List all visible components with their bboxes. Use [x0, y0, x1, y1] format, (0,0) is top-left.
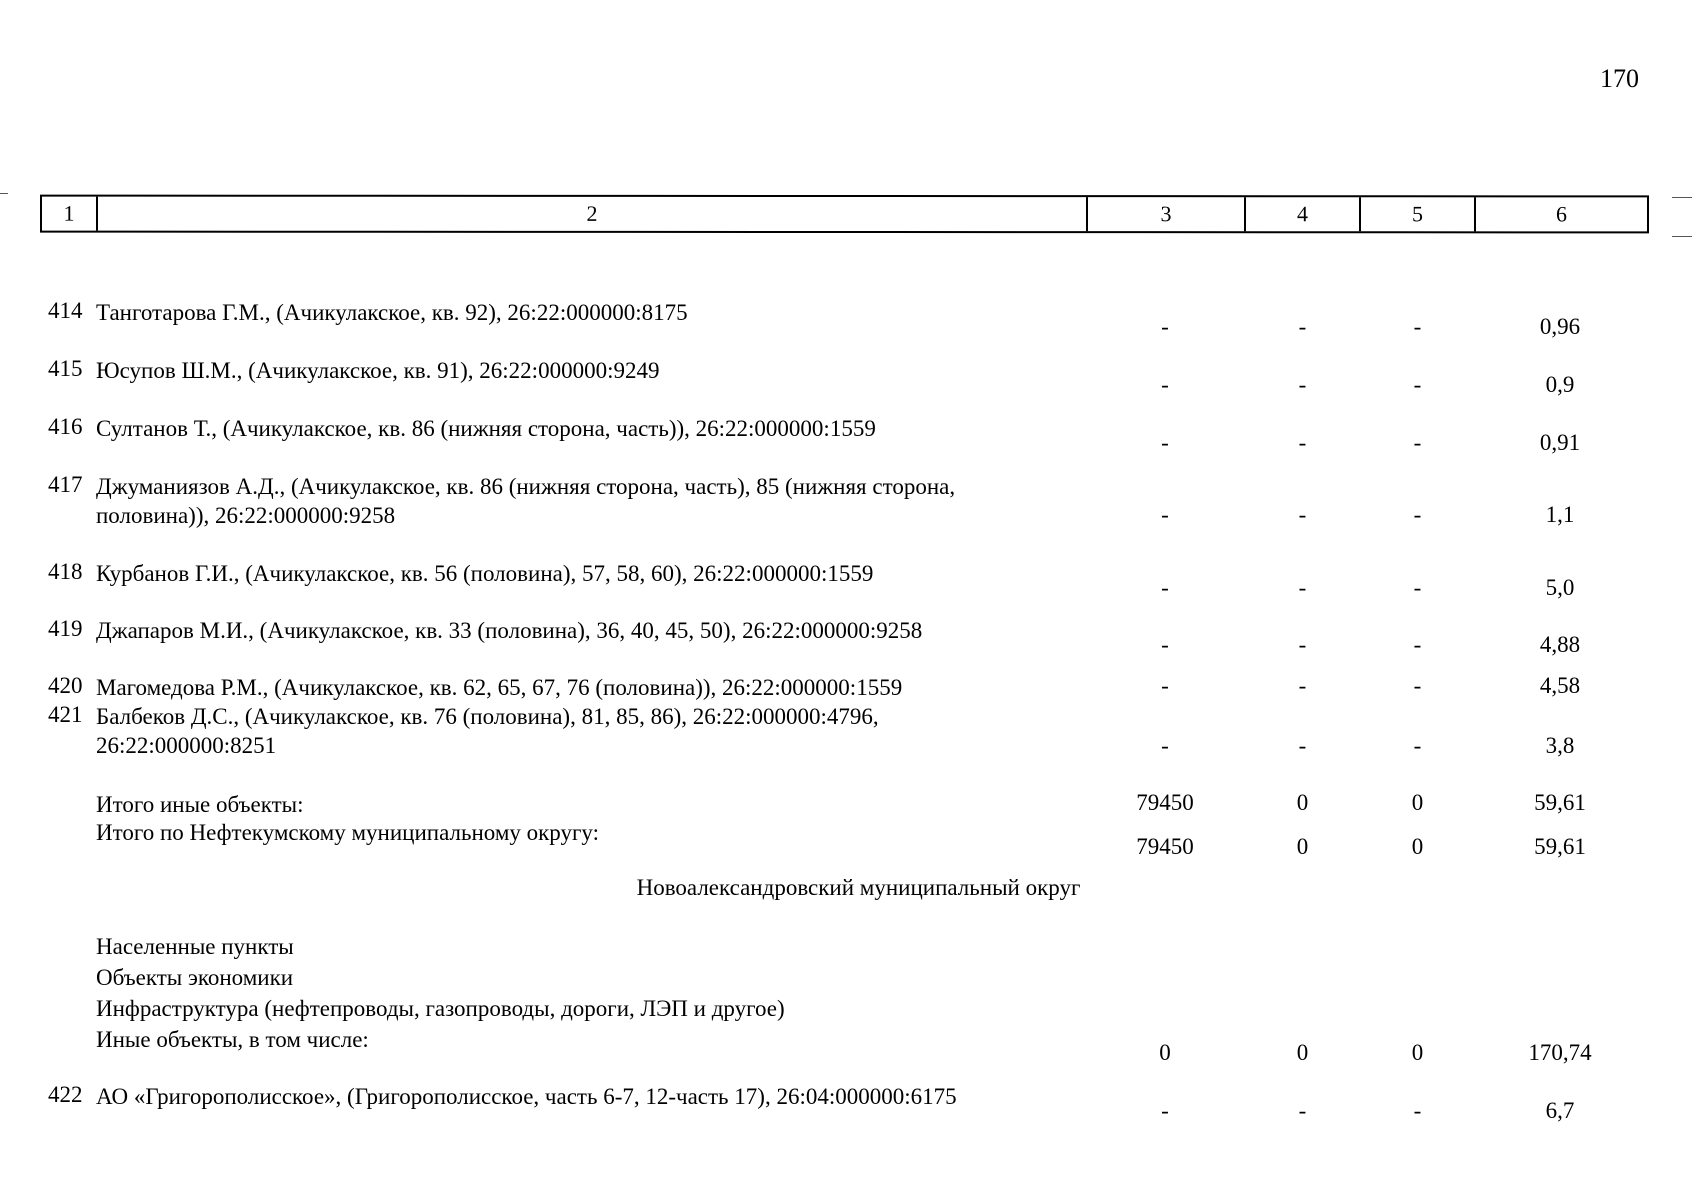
scan-mark-right-2 [1672, 236, 1692, 237]
total-col4: 0 [1296, 790, 1309, 815]
row-col5: - [1413, 372, 1422, 397]
row-col3: - [1161, 673, 1169, 698]
row-col4: - [1298, 372, 1307, 397]
row-col5: - [1413, 430, 1422, 455]
row-number: 417 [48, 472, 83, 497]
row-col6: 6,7 [1545, 1098, 1575, 1123]
column-header-row [40, 195, 1649, 234]
total-col4: 0 [1296, 834, 1309, 859]
row-description-line-1: Балбеков Д.С., (Ачикулакское, кв. 76 (половина), 81, 85, 86), 26:22:000000:4796, [96, 704, 879, 729]
row-col5: - [1413, 632, 1422, 657]
row-col4: - [1298, 1098, 1307, 1123]
row-col6: 1,1 [1545, 502, 1575, 527]
column-header-3: 3 [1088, 197, 1246, 231]
row-col5: - [1413, 1098, 1422, 1123]
row-col4: - [1298, 575, 1307, 600]
row-description-line-2: 26:22:000000:8251 [96, 733, 277, 758]
row-number: 418 [48, 559, 83, 584]
row-col5: - [1413, 673, 1422, 698]
row-col3: - [1161, 632, 1169, 657]
row-number: 420 [48, 673, 83, 698]
row-col3: - [1161, 502, 1169, 527]
row-col5: - [1413, 575, 1422, 600]
column-header-4: 4 [1246, 197, 1361, 231]
total-label: Итого иные объекты: [96, 792, 304, 817]
row-col6: 0,9 [1545, 372, 1575, 397]
section-title: Новоалександровский муниципальный округ [636, 875, 1081, 900]
row-description: Джапаров М.И., (Ачикулакское, кв. 33 (половина), 36, 40, 45, 50), 26:22:000000:9258 [96, 618, 923, 643]
column-header-2: 2 [98, 197, 1088, 232]
row-col4: - [1298, 733, 1307, 758]
row-col6: 0,91 [1539, 430, 1581, 455]
row-number: 421 [48, 702, 83, 727]
page-number: 170 [1600, 64, 1639, 93]
row-col3: - [1161, 372, 1169, 397]
subtotal-col4: 0 [1296, 1040, 1309, 1065]
row-col6: 4,88 [1539, 632, 1581, 657]
row-number: 415 [48, 356, 83, 381]
total-col6: 59,61 [1534, 834, 1586, 859]
row-number: 419 [48, 616, 83, 641]
row-col5: - [1413, 502, 1422, 527]
total-col5: 0 [1411, 790, 1424, 815]
total-col3: 79450 [1136, 834, 1194, 859]
row-description: АО «Григорополисское», (Григорополисское, часть 6-7, 12-часть 17), 26:04:000000:6175 [96, 1084, 957, 1109]
row-description: Танготарова Г.М., (Ачикулакское, кв. 92), 26:22:000000:8175 [96, 300, 688, 325]
row-col4: - [1298, 632, 1307, 657]
row-col3: - [1161, 1098, 1169, 1123]
total-label: Итого по Нефтекумскому муниципальному округу: [96, 820, 600, 845]
row-col3: - [1161, 575, 1169, 600]
row-col6: 4,58 [1539, 673, 1581, 698]
row-number: 414 [48, 298, 83, 323]
category-infrastructure: Инфраструктура (нефтепроводы, газопроводы, дороги, ЛЭП и другое) [96, 996, 785, 1021]
row-number: 422 [48, 1082, 83, 1107]
row-col4: - [1298, 314, 1307, 339]
total-col3: 79450 [1136, 790, 1194, 815]
row-description: Султанов Т., (Ачикулакское, кв. 86 (нижняя сторона, часть)), 26:22:000000:1559 [96, 416, 876, 441]
row-description: Юсупов Ш.М., (Ачикулакское, кв. 91), 26:22:000000:9249 [96, 358, 660, 383]
row-col6: 3,8 [1545, 733, 1575, 758]
row-col6: 0,96 [1539, 314, 1581, 339]
row-description-line-1: Джуманиязов А.Д., (Ачикулакское, кв. 86 (нижняя сторона, часть), 85 (нижняя сторона, [96, 474, 956, 499]
scan-mark-left [0, 193, 8, 194]
row-col5: - [1413, 314, 1422, 339]
category-settlements: Населенные пункты [96, 934, 294, 959]
row-col5: - [1413, 733, 1422, 758]
total-col5: 0 [1411, 834, 1424, 859]
column-header-1: 1 [42, 197, 98, 231]
row-number: 416 [48, 414, 83, 439]
scan-mark-right-1 [1672, 197, 1692, 198]
row-col6: 5,0 [1545, 575, 1575, 600]
subtotal-col6: 170,74 [1528, 1040, 1592, 1065]
category-economy-objects: Объекты экономики [96, 965, 294, 990]
row-col3: - [1161, 430, 1169, 455]
row-col3: - [1161, 733, 1169, 758]
row-col4: - [1298, 430, 1307, 455]
row-col4: - [1298, 502, 1307, 527]
total-col6: 59,61 [1534, 790, 1586, 815]
row-description: Курбанов Г.И., (Ачикулакское, кв. 56 (половина), 57, 58, 60), 26:22:000000:1559 [96, 561, 874, 586]
category-other-objects: Иные объекты, в том числе: [96, 1027, 369, 1052]
row-col3: - [1161, 314, 1169, 339]
subtotal-col3: 0 [1159, 1040, 1171, 1065]
column-header-5: 5 [1361, 197, 1476, 231]
row-col4: - [1298, 673, 1307, 698]
row-description-line-2: половина)), 26:22:000000:9258 [96, 503, 396, 528]
subtotal-col5: 0 [1411, 1040, 1424, 1065]
row-description: Магомедова Р.М., (Ачикулакское, кв. 62, 65, 67, 76 (половина)), 26:22:000000:1559 [96, 675, 903, 700]
column-header-6: 6 [1556, 201, 1567, 227]
